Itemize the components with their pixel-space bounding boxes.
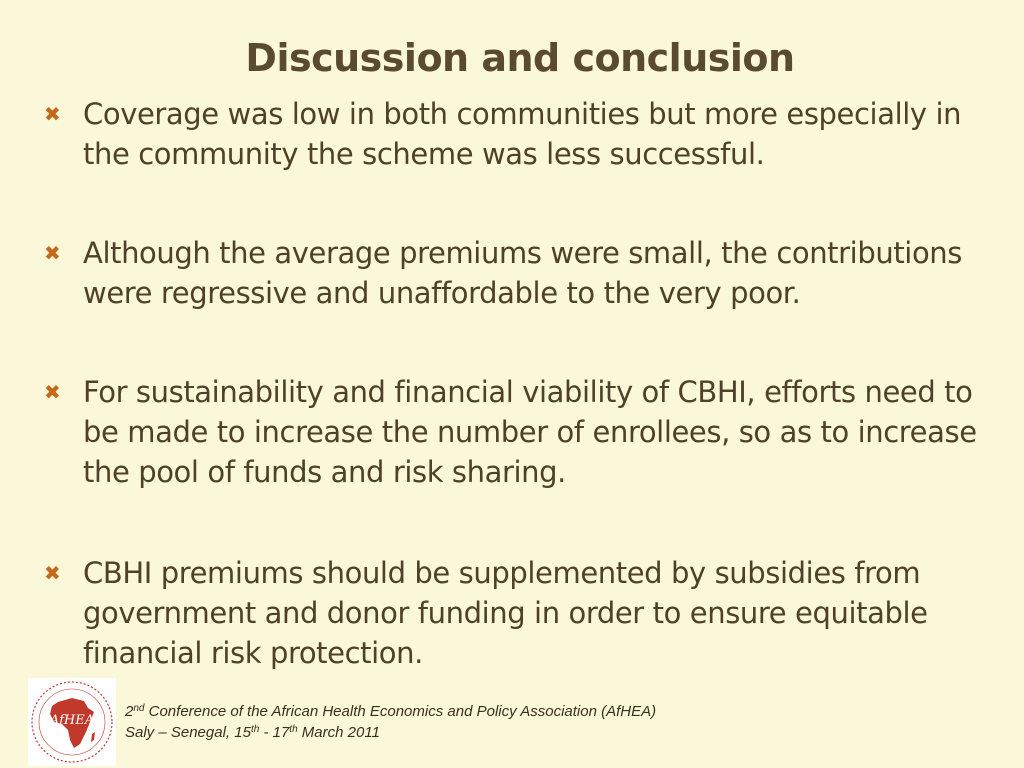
bullet-item — [44, 94, 1014, 174]
bullet-text: Although the average premiums were small, the contributions were regressive and unaffordable to the very poor. — [83, 236, 962, 310]
bullet-cross-icon: ✖ — [44, 102, 61, 126]
bullet-text: CBHI premiums should be supplemented by subsidies from government and donor funding in order to ensure equitable financial risk protection. — [83, 556, 928, 670]
footer-line-2: Saly – Senegal, 15th - 17th March 2011 — [125, 724, 380, 741]
afhea-logo-icon — [28, 678, 116, 766]
bullet-item — [44, 372, 1014, 492]
bullet-text: For sustainability and financial viability of CBHI, efforts need to be made to increase the number of enrollees, so as to increase the pool of funds and risk sharing. — [83, 375, 977, 489]
bullet-cross-icon: ✖ — [44, 241, 61, 265]
slide-title: Discussion and conclusion — [245, 36, 795, 80]
bullet-item — [44, 233, 1014, 313]
bullet-text: Coverage was low in both communities but more especially in the community the scheme was less successful. — [83, 97, 962, 171]
bullet-item — [44, 553, 1014, 673]
bullet-cross-icon: ✖ — [44, 561, 61, 585]
footer-citation — [125, 701, 656, 743]
bullet-cross-icon: ✖ — [44, 380, 61, 404]
svg-text:AfHEA: AfHEA — [49, 713, 95, 728]
footer-line-1: 2nd Conference of the African Health Economics and Policy Association (AfHEA) — [125, 703, 657, 720]
